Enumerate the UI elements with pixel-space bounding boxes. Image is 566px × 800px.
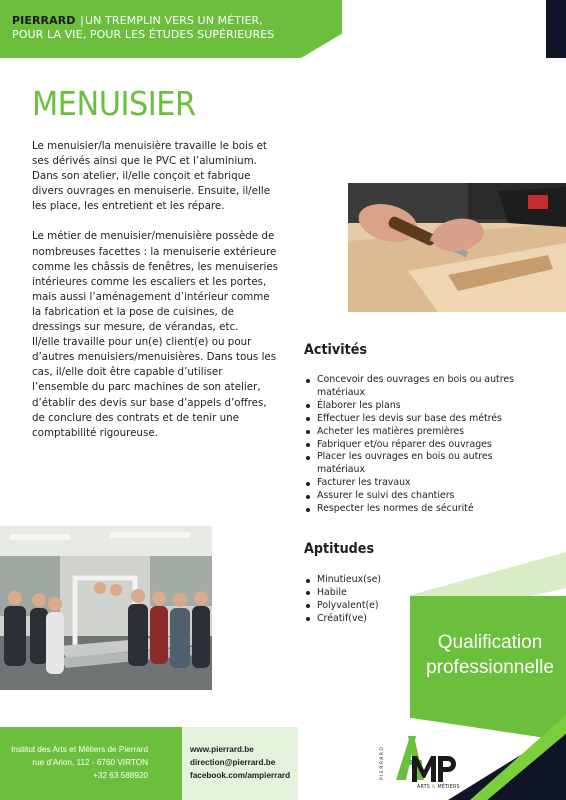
list-item: Fabriquer et/ou réparer des ouvrages: [305, 439, 520, 452]
activities-list: [305, 374, 520, 516]
footer-links: [190, 743, 296, 783]
page-title: MENUISIER: [32, 84, 196, 123]
list-item: Acheter les matières premières: [305, 426, 520, 439]
group-illustration: [0, 526, 212, 690]
woodworking-illustration: [348, 183, 566, 312]
header-tagline-line1: UN TREMPLIN VERS UN MÉTIER,: [84, 14, 263, 27]
header-separator: |: [80, 14, 84, 27]
list-item: Concevoir des ouvrages en bois ou autres matériaux: [305, 374, 520, 400]
footer-address: [0, 743, 148, 783]
list-item: Créatif(ve): [305, 613, 455, 626]
corner-decoration: [546, 0, 566, 58]
footer-address-line: rue d’Arlon, 112 - 6760 VIRTON: [32, 758, 148, 768]
list-item: Effectuer les devis sur base des métrés: [305, 413, 520, 426]
qualification-label: [414, 630, 566, 680]
list-item: Placer les ouvrages en bois ou autres matériaux: [305, 451, 520, 477]
list-item: Facturer les travaux: [305, 477, 520, 490]
list-item: Minutieux(se): [305, 574, 455, 587]
woodworking-photo: [348, 183, 566, 312]
footer-phone: +32 63 588920: [93, 771, 148, 781]
list-item: Assurer le suivi des chantiers: [305, 490, 520, 503]
header-tagline: [12, 14, 332, 42]
list-item: Respecter les normes de sécurité: [305, 503, 520, 516]
aptitudes-title: Aptitudes: [304, 541, 375, 557]
list-item: Habile: [305, 587, 455, 600]
list-item: Élaborer les plans: [305, 400, 520, 413]
intro-text: [32, 139, 282, 441]
group-photo: [0, 526, 212, 690]
email-link[interactable]: direction@pierrard.be: [190, 758, 276, 768]
header-brand: PIERRARD: [12, 14, 76, 27]
logo-subtitle-metiers: MÉTIERS: [437, 785, 460, 790]
intro-paragraph: Le métier de menuisier/menuisière possède de nombreuses facettes : la menuiserie extérieure comme les châssis de fenêtres, les menuiseries intérieures comme les escaliers et les portes, mais aussi l’aménagement d’intérieur comme la fabrication et la pose de cuisines, de dressings sur mesure, de vérandas, etc.: [32, 230, 279, 334]
header-tagline-line2: POUR LA VIE, POUR LES ÉTUDES SUPÉRIEURES: [12, 28, 275, 41]
list-item: Polyvalent(e): [305, 600, 455, 613]
website-link[interactable]: www.pierrard.be: [190, 745, 254, 754]
logo-vertical-text: PIERRARD: [380, 745, 385, 781]
footer-address-line: Institut des Arts et Métiers de Pierrard: [11, 745, 148, 754]
activities-title: Activités: [304, 342, 367, 358]
qualification-line2: professionnelle: [426, 657, 554, 678]
facebook-link[interactable]: facebook.com/ampierrard: [190, 771, 291, 781]
qualification-line1: Qualification: [437, 632, 543, 653]
logo-subtitle-amp: &: [431, 785, 436, 790]
intro-paragraph: Le menuisier/la menuisière travaille le bois et ses dérivés ainsi que le PVC et l’aluminium. Dans son atelier, il/elle conçoit et fabrique divers ouvrages en menuiserie. Ensuite, il/elle les place, les entretient et les répare.: [32, 140, 271, 213]
logo-subtitle: [417, 785, 460, 790]
logo-subtitle-arts: ARTS: [417, 785, 431, 790]
intro-paragraph: Il/elle travaille pour un(e) client(e) ou pour d’autres menuisiers/menuisières. Dans tous les cas, il/elle doit être capable d’utiliser l’ensemble du parc machines de son atelier, d’établir des devis sur base d’appels d’offres, de conclure des contrats et de tenir une comptabilité rigoureuse.: [32, 336, 277, 439]
